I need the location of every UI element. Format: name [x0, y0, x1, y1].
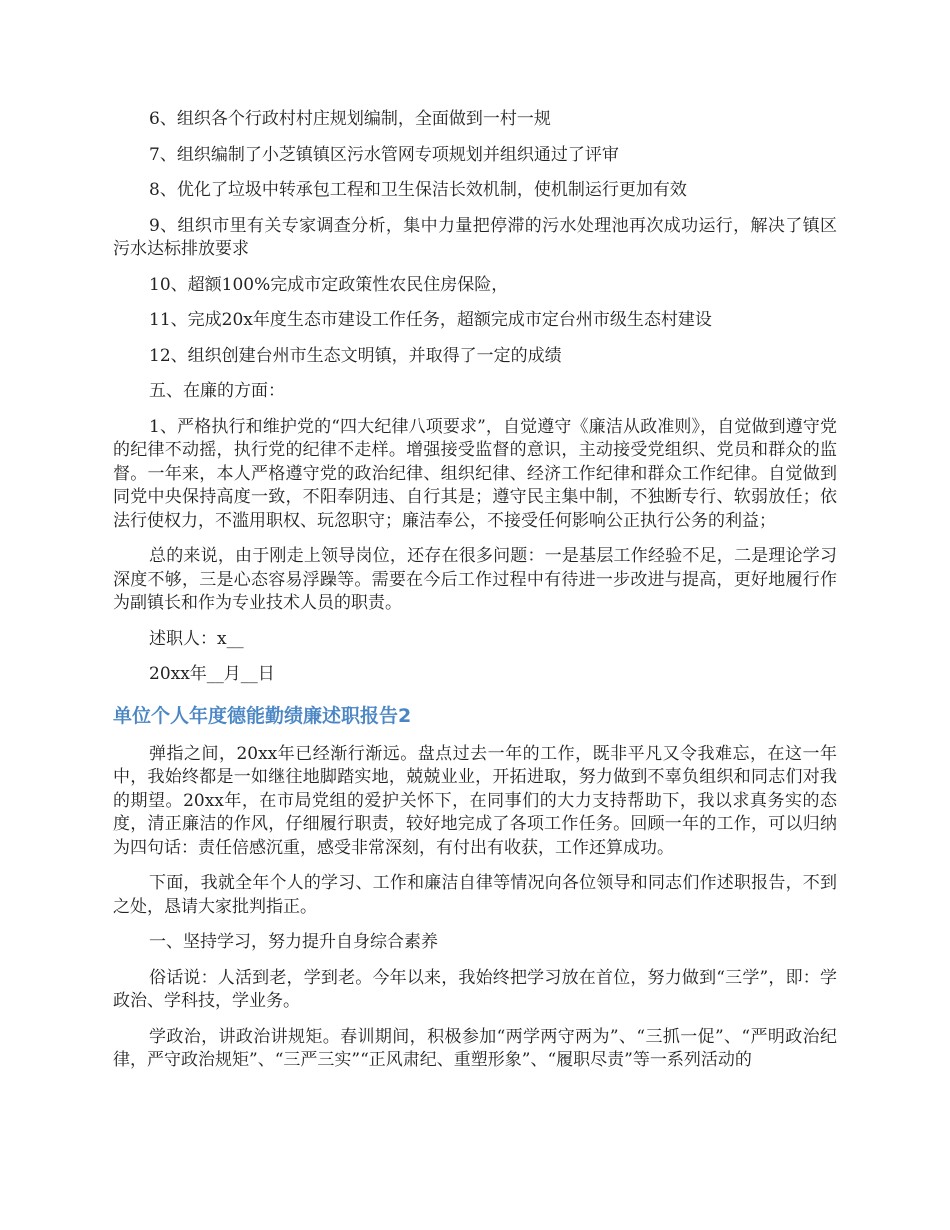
list-item-11: 11、完成20x年度生态市建设工作任务，超额完成市定台州市级生态村建设	[149, 310, 712, 330]
document-page	[113, 108, 837, 1085]
summary-paragraph: 总的来说，由于刚走上领导岗位，还存在很多问题：一是基层工作经验不足，二是理论学习深度不够，三是心态容易浮躁等。需要在今后工作过程中有待进一步改进与提高，更好地履行作为副镇长和作为专业技术人员的职责。	[113, 546, 837, 613]
list-item-6: 6、组织各个行政村村庄规划编制，全面做到一村一规	[149, 109, 551, 129]
report-2-paragraph-4: 学政治，讲政治讲规矩。春训期间，积极参加“两学两守两为”、“三抓一促”、“严明政治纪律，严守政治规矩”、“三严三实”“正风肃纪、重塑形象”、“履职尽责”等一系列活动的	[113, 1026, 837, 1070]
list-item-12: 12、组织创建台州市生态文明镇，并取得了一定的成绩	[149, 345, 562, 366]
signer-line: 述职人：x__	[149, 628, 244, 649]
lian-paragraph: 1、严格执行和维护党的“四大纪律八项要求”，自觉遵守《廉洁从政准则》，自觉做到遵守党的纪律不动摇，执行党的纪律不走样。增强接受监督的意识，主动接受党组织、党员和群众的监督。一年来，本人严格遵守党的政治纪律、组织纪律、经济工作纪律和群众工作纪律。自觉做到同党中央保持高度一致，不阳奉阴违、自行其是；遵守民主集中制，不独断专行、软弱放任；依法行使权力，不滥用职权、玩忽职守；廉洁奉公，不接受任何影响公正执行公务的利益；	[113, 416, 837, 531]
report-2-paragraph-1: 弹指之间，20xx年已经渐行渐远。盘点过去一年的工作，既非平凡又令我难忘，在这一年中，我始终都是一如继往地脚踏实地，兢兢业业，开拓进取，努力做到不辜负组织和同志们对我的期望。20xx年，在市局党组的爱护关怀下，在同事们的大力支持帮助下，我以求真务实的态度，清正廉洁的作风，仔细履行职责，较好地完成了各项工作任务。回顾一年的工作，可以归纳为四句话：责任倍感沉重，感受非常深刻，有付出有收获，工作还算成功。	[113, 743, 837, 858]
date-line: 20xx年__月__日	[149, 664, 275, 684]
list-item-8: 8、优化了垃圾中转承包工程和卫生保洁长效机制，使机制运行更加有效	[149, 180, 687, 200]
lian-heading: 五、在廉的方面：	[149, 381, 285, 401]
report-2-paragraph-3: 俗话说：人活到老，学到老。今年以来，我始终把学习放在首位，努力做到“三学”，即：学政治、学科技，学业务。	[113, 967, 837, 1011]
list-item-10: 10、超额100%完成市定政策性农民住房保险，	[149, 274, 509, 295]
report-2-heading-1: 一、坚持学习，努力提升自身综合素养	[149, 932, 438, 952]
report-2-paragraph-2: 下面，我就全年个人的学习、工作和廉洁自律等情况向各位领导和同志们作述职报告，不到之处，恳请大家批判指正。	[113, 873, 837, 917]
list-item-7: 7、组织编制了小芝镇镇区污水管网专项规划并组织通过了评审	[149, 144, 619, 165]
list-item-9: 9、组织市里有关专家调查分析，集中力量把停滞的污水处理池再次成功运行，解决了镇区污水达标排放要求	[113, 215, 837, 259]
report-2-title: 单位个人年度德能勤绩廉述职报告2	[113, 704, 412, 727]
